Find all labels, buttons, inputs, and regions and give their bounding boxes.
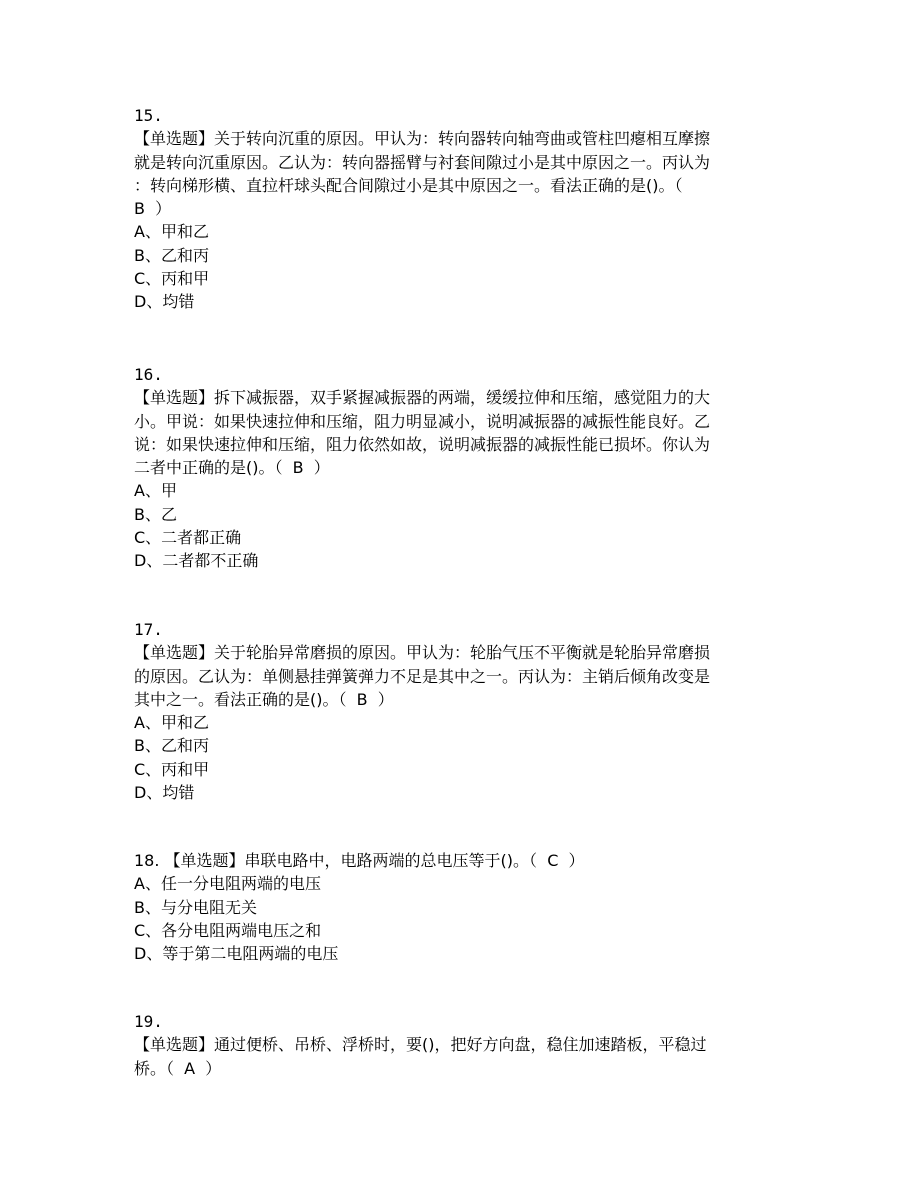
- option-d: D、二者都不正确: [134, 551, 259, 571]
- option-c: C、丙和甲: [134, 759, 210, 779]
- question-17: [134, 618, 794, 804]
- option-b: B、与分电阻无关: [134, 897, 257, 917]
- question-15: [134, 104, 794, 314]
- question-text-line: 【单选题】拆下减振器，双手紧握减振器的两端，缓缓拉伸和压缩，感觉阻力的大: [134, 388, 711, 408]
- option-d: D、均错: [134, 292, 195, 312]
- question-text-line: 说：如果快速拉伸和压缩，阻力依然如故，说明减振器的减振性能已损坏。你认为: [134, 434, 711, 454]
- answer-line: B ）: [134, 199, 172, 219]
- question-text-line: 【单选题】关于转向沉重的原因。甲认为：转向器转向轴弯曲或管柱凹瘪相互摩擦: [134, 129, 711, 149]
- question-number: 19.: [134, 1012, 163, 1031]
- question-18: [134, 849, 794, 965]
- question-text-line: 的原因。乙认为：单侧悬挂弹簧弹力不足是其中之一。丙认为：主销后倾角改变是: [134, 666, 711, 686]
- option-b: B、乙和丙: [134, 736, 209, 756]
- question-number: 15.: [134, 106, 163, 125]
- option-c: C、二者都正确: [134, 528, 242, 548]
- option-d: D、均错: [134, 783, 195, 803]
- question-16: [134, 363, 794, 573]
- question-19: [134, 1010, 794, 1080]
- option-a: A、甲和乙: [134, 713, 209, 733]
- question-text-line: 18. 【单选题】串联电路中，电路两端的总电压等于()。（ C ）: [134, 851, 585, 870]
- question-text-line: 其中之一。看法正确的是()。（ B ）: [134, 689, 394, 709]
- question-text-line: ：转向梯形横、直拉杆球头配合间隙过小是其中原因之一。看法正确的是()。（: [134, 175, 683, 195]
- question-number: 17.: [134, 620, 163, 639]
- answer-line: 桥。（ A ）: [134, 1058, 222, 1078]
- question-text-line: 【单选题】关于轮胎异常磨损的原因。甲认为：轮胎气压不平衡就是轮胎异常磨损: [134, 643, 711, 663]
- question-text-line: 就是转向沉重原因。乙认为：转向器摇臂与衬套间隙过小是其中原因之一。丙认为: [134, 152, 711, 172]
- option-b: B、乙和丙: [134, 245, 209, 265]
- option-a: A、任一分电阻两端的电压: [134, 874, 321, 894]
- option-c: C、各分电阻两端电压之和: [134, 920, 322, 940]
- question-text-line: 【单选题】通过便桥、吊桥、浮桥时，要()，把好方向盘，稳住加速踏板，平稳过: [134, 1035, 707, 1055]
- option-a: A、甲: [134, 481, 177, 501]
- answer-line: 二者中正确的是()。（ B ）: [134, 458, 330, 478]
- option-a: A、甲和乙: [134, 222, 209, 242]
- option-c: C、丙和甲: [134, 269, 210, 289]
- option-b: B、乙: [134, 504, 177, 524]
- option-d: D、等于第二电阻两端的电压: [134, 944, 339, 964]
- question-text-line: 小。甲说：如果快速拉伸和压缩，阻力明显减小，说明减振器的减振性能良好。乙: [134, 411, 711, 431]
- question-number: 16.: [134, 365, 163, 384]
